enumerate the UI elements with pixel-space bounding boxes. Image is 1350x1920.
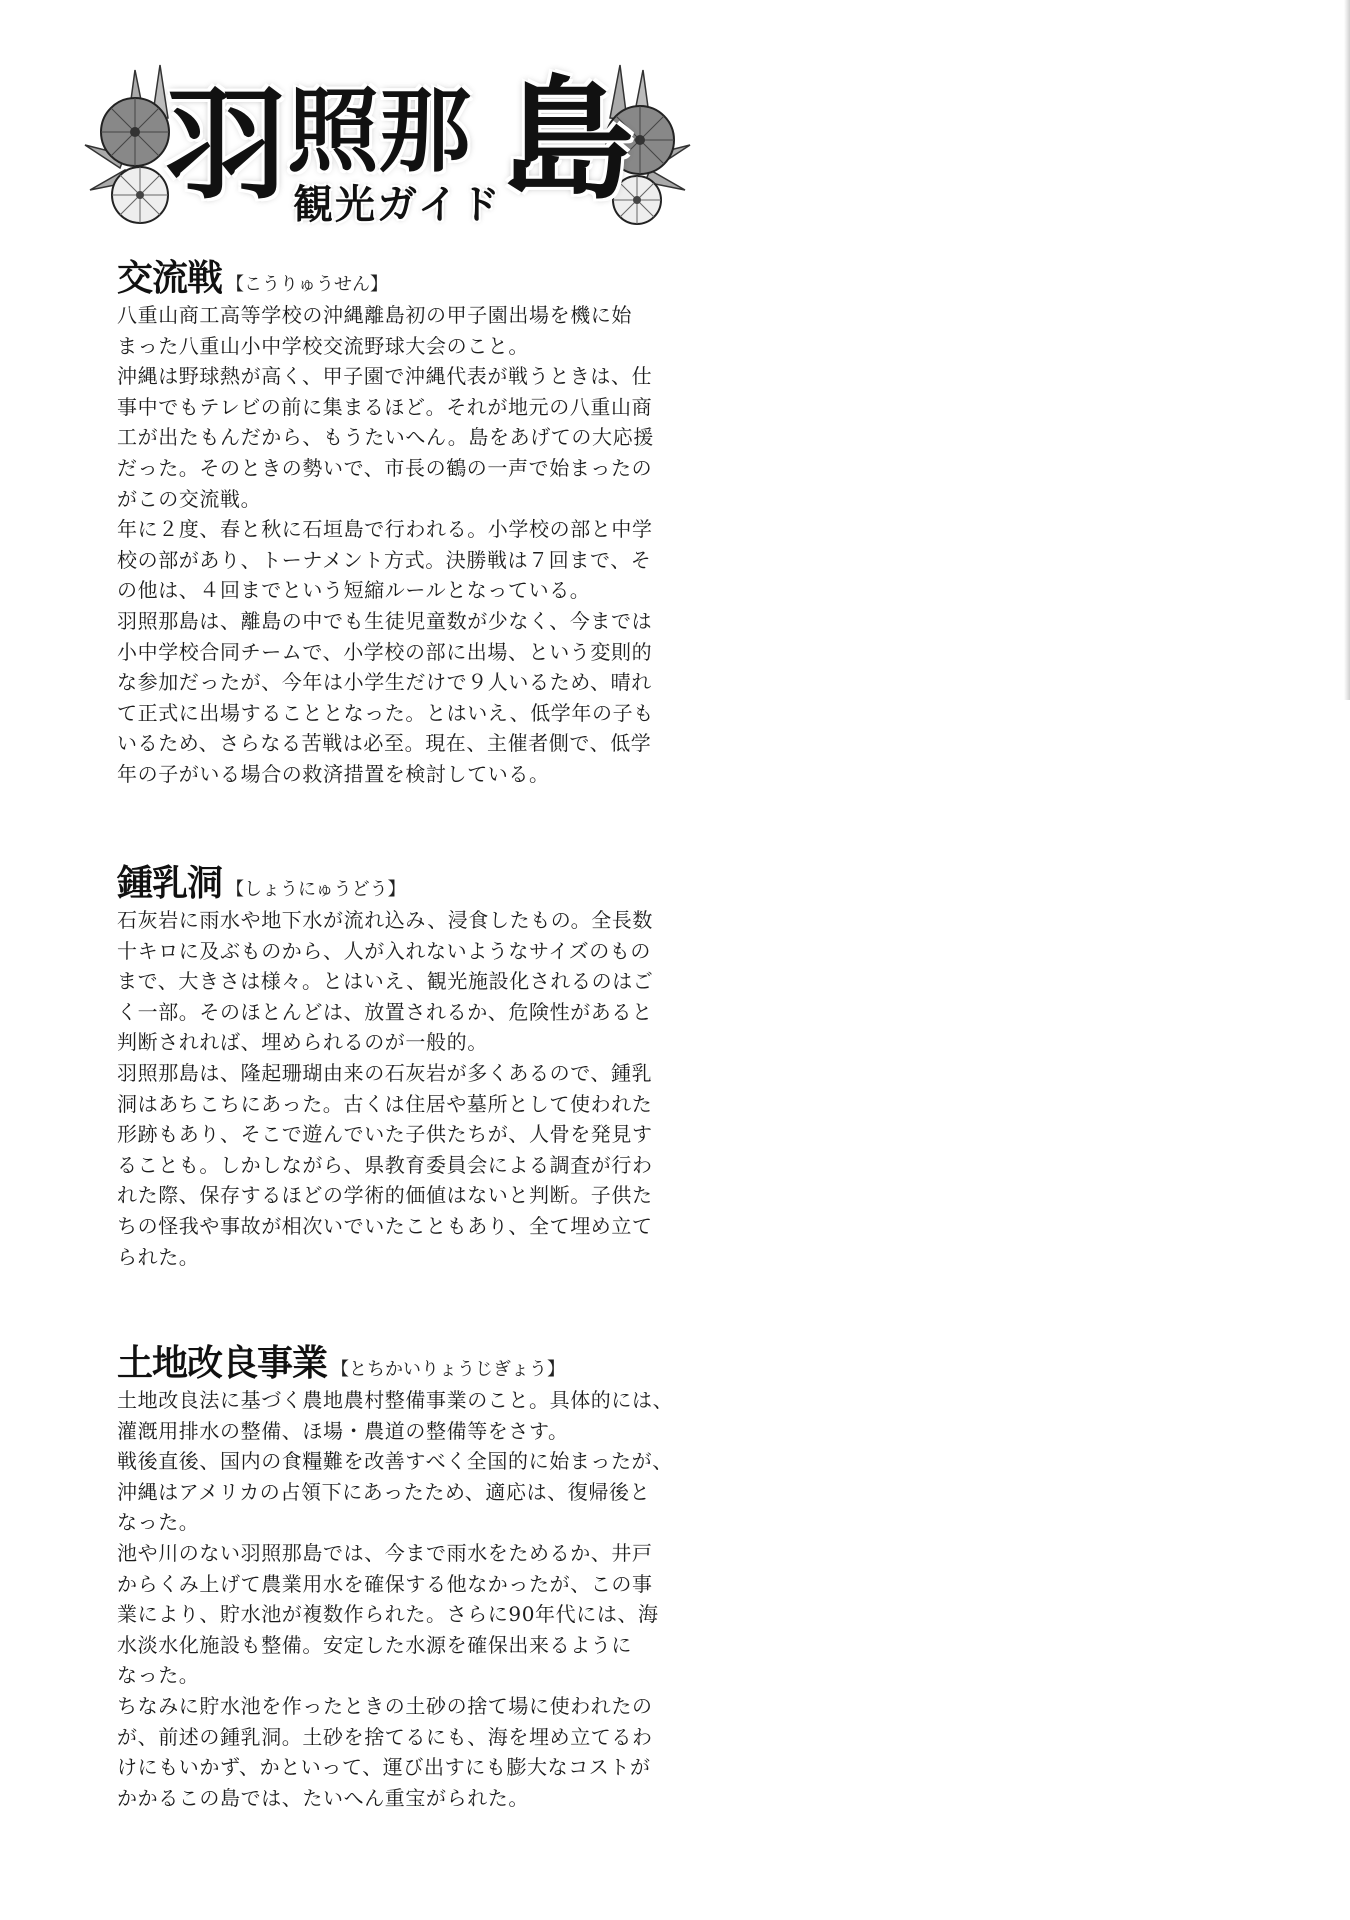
logo-title <box>165 63 634 228</box>
body-line: ちなみに貯水池を作ったときの土砂の捨て場に使われたの <box>117 1693 653 1718</box>
body-line: 羽照那島は、離島の中でも生徒児童数が少なく、今までは <box>117 608 653 633</box>
body-line: がこの交流戦。 <box>117 486 262 511</box>
entry-tochi-kairyo-jigyo <box>117 1341 677 1813</box>
body-line: られた。 <box>117 1244 200 1269</box>
entry-body <box>117 1385 677 1813</box>
body-line: 校の部があり、トーナメント方式。決勝戦は７回まで、そ <box>117 547 652 572</box>
body-line: 判断されれば、埋められるのが一般的。 <box>117 1030 488 1055</box>
entry-reading: 【こうりゅうせん】 <box>226 274 389 295</box>
entry-title: 土地改良事業 <box>117 1342 328 1384</box>
entry-title: 鍾乳洞 <box>117 862 223 904</box>
body-line: 業により、貯水池が複数作られた。さらに90年代には、海 <box>117 1602 659 1627</box>
body-line: 年に２度、春と秋に石垣島で行われる。小学校の部と中学 <box>117 517 653 542</box>
body-line: 沖縄は野球熱が高く、甲子園で沖縄代表が戦うときは、仕 <box>117 364 653 389</box>
body-line: いるため、さらなる苦戦は必至。現在、主催者側で、低学 <box>117 731 652 756</box>
body-line: な参加だったが、今年は小学生だけで９人いるため、晴れ <box>117 670 652 695</box>
body-line: 沖縄はアメリカの占領下にあったため、適応は、復帰後と <box>117 1479 651 1504</box>
logo-char-1: 羽 <box>165 72 287 216</box>
body-line: く一部。そのほとんどは、放置されるか、危険性があると <box>117 999 653 1024</box>
body-line: 石灰岩に雨水や地下水が流れ込み、浸食したもの。全長数 <box>117 908 653 932</box>
body-line: ちの怪我や事故が相次いでいたこともあり、全て埋め立て <box>117 1213 653 1238</box>
body-line: 灌漑用排水の整備、ほ場・農道の整備等をさす。 <box>117 1418 569 1443</box>
body-line: 事中でもテレビの前に集まるほど。それが地元の八重山商 <box>117 394 653 419</box>
entry-koryusen <box>117 256 677 790</box>
entry-body <box>117 300 677 790</box>
entry-reading: 【しょうにゅうどう】 <box>226 879 406 900</box>
body-line: 水淡水化施設も整備。安定した水源を確保出来るように <box>117 1632 632 1657</box>
body-line: が、前述の鍾乳洞。土砂を捨てるにも、海を埋め立てるわ <box>117 1724 653 1749</box>
logo-subtitle: 観光ガイド <box>293 182 502 228</box>
entry-title: 交流戦 <box>117 257 223 299</box>
entry-reading: 【とちかいりょうじぎょう】 <box>331 1359 566 1380</box>
guide-logo <box>80 55 695 235</box>
body-line: 形跡もあり、そこで遊んでいた子供たちが、人骨を発見す <box>117 1122 653 1147</box>
body-line: 土地改良法に基づく農地農村整備事業のこと。具体的には、 <box>117 1388 674 1412</box>
body-line: 羽照那島は、隆起珊瑚由来の石灰岩が多くあるので、鍾乳 <box>117 1060 653 1085</box>
body-line: かかるこの島では、たいへん重宝がられた。 <box>117 1785 529 1810</box>
body-line: けにもいかず、かといって、運び出すにも膨大なコストが <box>117 1755 651 1780</box>
logo-char-4: 島 <box>501 63 634 218</box>
body-line: 年の子がいる場合の救済措置を検討している。 <box>117 761 550 786</box>
body-line: 洞はあちこちにあった。古くは住居や墓所として使われた <box>117 1091 653 1116</box>
body-line: 工が出たもんだから、もうたいへん。島をあげての大応援 <box>117 425 654 450</box>
body-line: 八重山商工高等学校の沖縄離島初の甲子園出場を機に始 <box>117 303 632 327</box>
logo-char-2: 照 <box>287 77 380 185</box>
body-line: なった。 <box>117 1663 200 1688</box>
entry-body <box>117 905 677 1272</box>
body-line: 池や川のない羽照那島では、今まで雨水をためるか、井戸 <box>117 1540 653 1565</box>
page-edge-shadow <box>1344 0 1350 700</box>
body-line: ることも。しかしながら、県教育委員会による調査が行わ <box>117 1152 653 1177</box>
logo-char-3: 那 <box>379 77 472 185</box>
body-line: 戦後直後、国内の食糧難を改善すべく全国的に始まったが、 <box>117 1449 673 1474</box>
entry-heading <box>117 861 677 905</box>
body-line: 十キロに及ぶものから、人が入れないようなサイズのもの <box>117 938 651 963</box>
body-line: て正式に出場することとなった。とはいえ、低学年の子も <box>117 700 654 725</box>
body-line: れた際、保存するほどの学術的価値はないと判断。子供た <box>117 1183 653 1208</box>
entry-shonyudo <box>117 861 677 1272</box>
entry-heading <box>117 1341 677 1385</box>
body-line: 小中学校合同チームで、小学校の部に出場、という変則的 <box>117 639 653 664</box>
body-line: まった八重山小中学校交流野球大会のこと。 <box>117 333 529 358</box>
body-line: だった。そのときの勢いで、市長の鶴の一声で始まったの <box>117 455 653 480</box>
body-line: まで、大きさは様々。とはいえ、観光施設化されるのはご <box>117 969 654 994</box>
body-line: からくみ上げて農業用水を確保する他なかったが、この事 <box>117 1571 653 1596</box>
body-line: の他は、４回までという短縮ルールとなっている。 <box>117 578 591 603</box>
glossary-entries <box>117 256 677 1810</box>
body-line: なった。 <box>117 1510 200 1535</box>
entry-heading <box>117 256 677 300</box>
